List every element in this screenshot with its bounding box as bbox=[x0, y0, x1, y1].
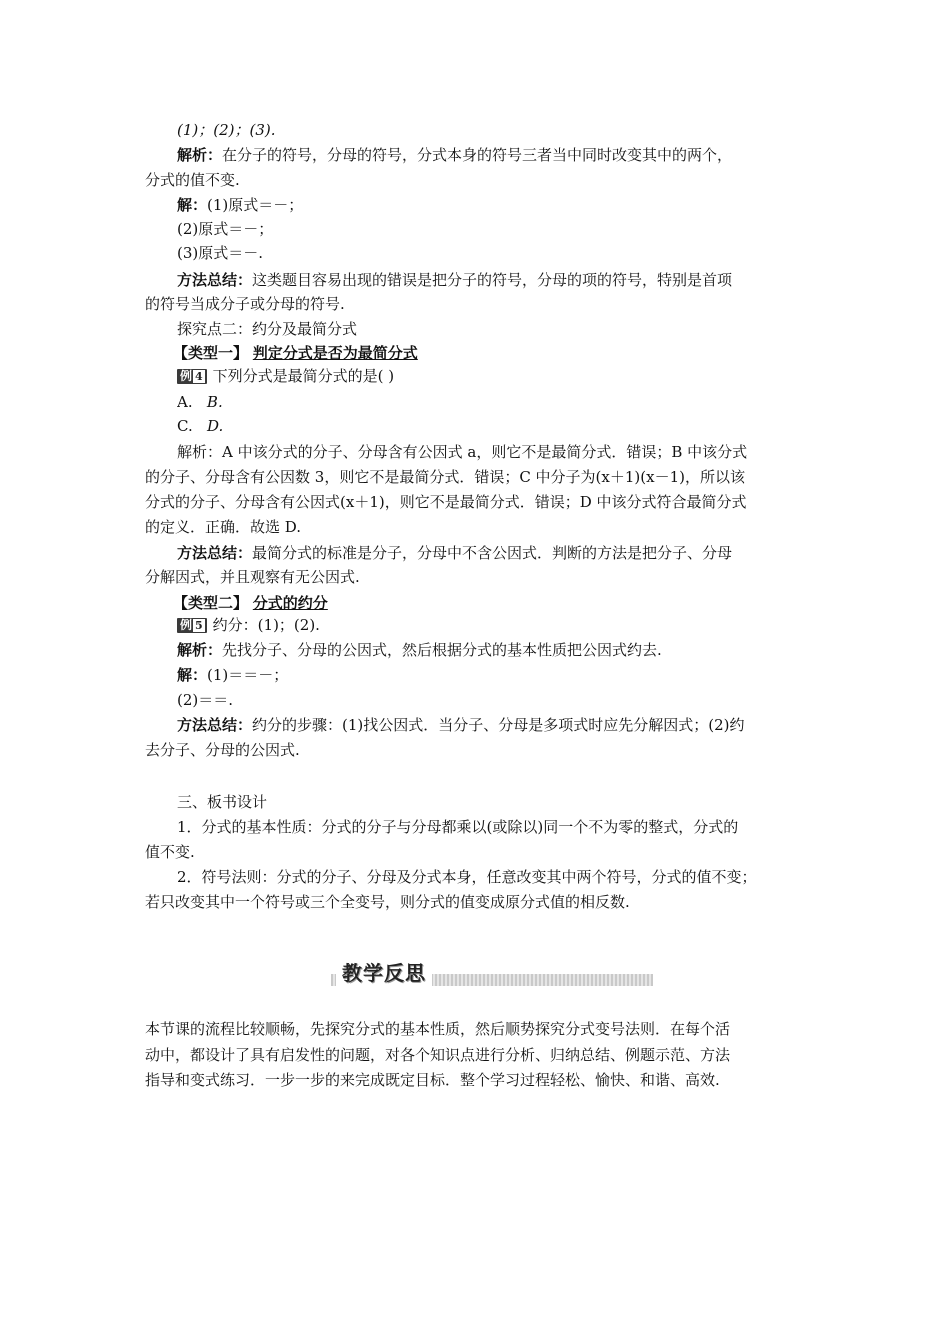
reflection-paragraph-line-1: 本节课的流程比较顺畅，先探究分式的基本性质，然后顺势探究分式变号法则．在每个活 bbox=[145, 1020, 731, 1038]
reflection-title: 教学反思 bbox=[336, 959, 432, 987]
analysis-line-cont: 分式的值不变. bbox=[145, 171, 240, 189]
reflection-paragraph-line-3: 指导和变式练习．一步一步的来完成既定目标．整个学习过程轻松、愉快、和谐、高效. bbox=[145, 1071, 720, 1089]
analysis-4-line-2: 的分子、分母含有公因数 3，则它不是最简分式．错误；C 中分子为(x＋1)(x－1)，所以该 bbox=[145, 468, 745, 486]
analysis-4-line-3: 分式的分子、分母含有公因式(x＋1)，则它不是最简分式．错误；D 中该分式符合最简分式 bbox=[145, 493, 747, 511]
method-summary-line: 方法总结：这类题目容易出现的错误是把分子的符号，分母的项的符号，特别是首项 bbox=[177, 271, 733, 289]
board-design-item-1-cont: 值不变. bbox=[145, 843, 195, 861]
solution-line-2: (2)原式＝－； bbox=[177, 220, 274, 238]
solution-5-line-1: 解：(1)＝＝－； bbox=[177, 666, 289, 684]
method-summary-5-line-2: 去分子、分母的公因式. bbox=[145, 741, 300, 759]
analysis-4-line-1: 解析：A 中该分式的分子、分母含有公因式 a，则它不是最简分式．错误；B 中该分式 bbox=[177, 443, 748, 461]
board-design-item-2-cont: 若只改变其中一个符号或三个全变号，则分式的值变成原分式值的相反数. bbox=[145, 893, 630, 911]
type-two-heading: 【类型二】 分式的约分 bbox=[173, 594, 328, 612]
example-5-question: 例 5 约分：(1)；(2). bbox=[177, 613, 817, 637]
method-summary-5-line-1: 方法总结：约分的步骤：(1)找公因式．当分子、分母是多项式时应先分解因式；(2)约 bbox=[177, 716, 745, 734]
reflection-paragraph-line-2: 动中，都设计了具有启发性的问题，对各个知识点进行分析、归纳总结、例题示范、方法 bbox=[145, 1046, 731, 1064]
board-design-item-1: 1．分式的基本性质：分式的分子与分母都乘以(或除以)同一个不为零的整式，分式的 bbox=[177, 818, 739, 836]
answer-choices-line: (1)；(2)；(3). bbox=[177, 121, 276, 139]
analysis-line: 解析：在分子的符号，分母的符号，分式本身的符号三者当中同时改变其中的两个， bbox=[177, 146, 733, 164]
analysis-4-line-4: 的定义．正确．故选 D. bbox=[145, 518, 302, 536]
method-summary-4-line-1: 方法总结：最简分式的标准是分子，分母中不含公因式．判断的方法是把分子、分母 bbox=[177, 544, 733, 562]
type-one-heading: 【类型一】 判定分式是否为最简分式 bbox=[173, 344, 418, 362]
method-summary-line-cont: 的符号当成分子或分母的符号. bbox=[145, 295, 345, 313]
section-heading-explore-2: 探究点二：约分及最简分式 bbox=[177, 320, 358, 338]
method-summary-4-line-2: 分解因式，并且观察有无公因式. bbox=[145, 568, 360, 586]
solution-5-line-2: (2)＝＝. bbox=[177, 691, 234, 709]
board-design-item-2: 2．符号法则：分式的分子、分母及分式本身，任意改变其中两个符号，分式的值不变； bbox=[177, 868, 757, 886]
option-row-ab: A. B. bbox=[177, 393, 223, 411]
board-design-heading: 三、板书设计 bbox=[177, 793, 268, 811]
solution-line-3: (3)原式＝－. bbox=[177, 244, 264, 262]
analysis-5-line: 解析：先找分子、分母的公因式，然后根据分式的基本性质把公因式约去. bbox=[177, 641, 662, 659]
example-badge: 例 4 bbox=[177, 369, 207, 384]
example-badge: 例 5 bbox=[177, 618, 207, 633]
option-row-cd: C. D. bbox=[177, 417, 224, 435]
solution-line-1: 解：(1)原式＝－； bbox=[177, 196, 304, 214]
example-4-question: 例 4 下列分式是最简分式的是( ) bbox=[177, 364, 817, 388]
